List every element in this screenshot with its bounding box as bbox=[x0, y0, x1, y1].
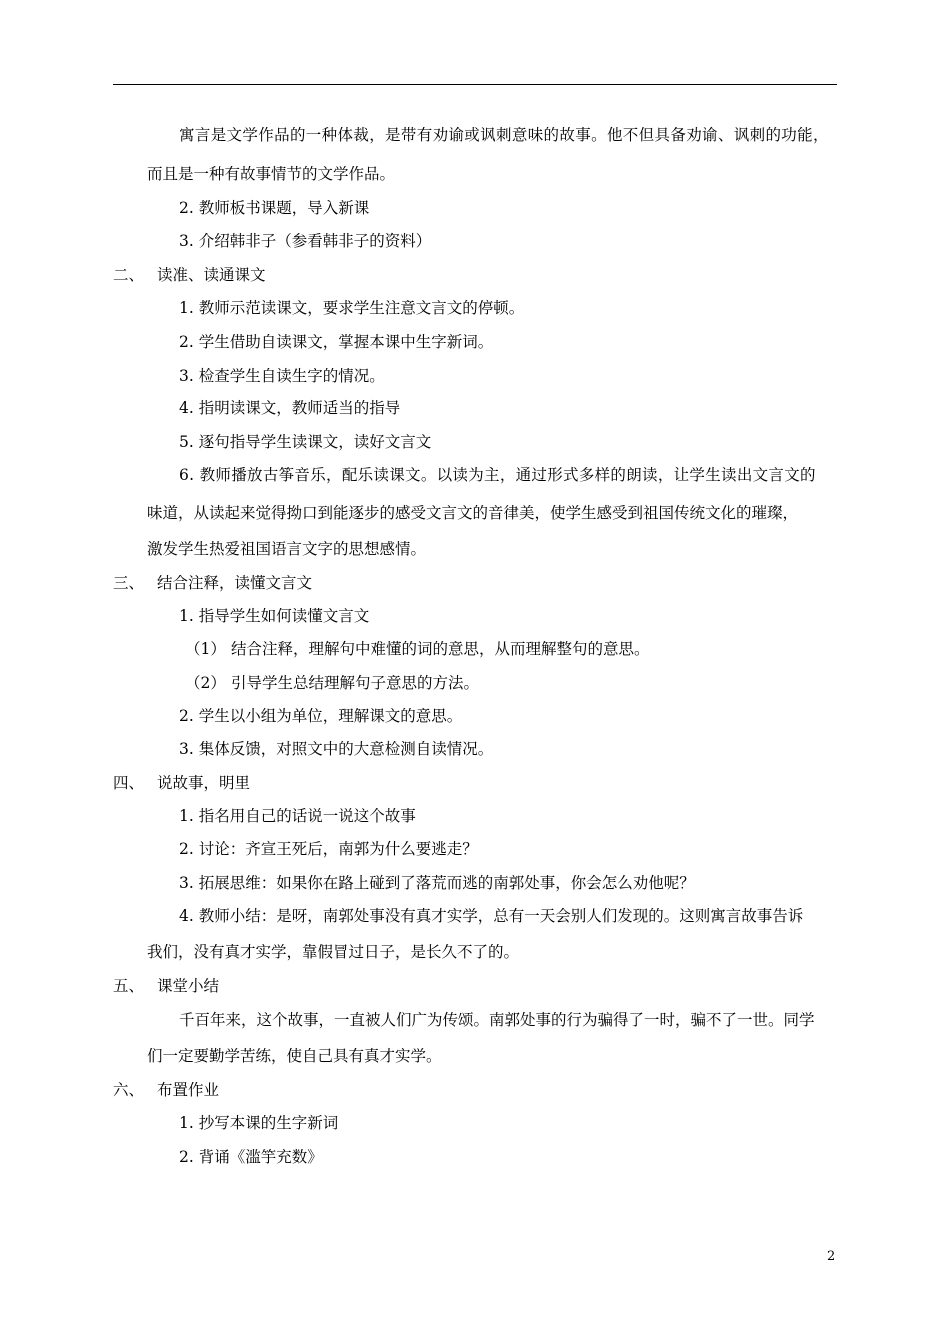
section2-item-3: 3. 检查学生自读生字的情况。 bbox=[179, 367, 385, 385]
section4-item-4-line-2: 我们，没有真才实学，靠假冒过日子，是长久不了的。 bbox=[147, 943, 520, 961]
section3-subitem-1-number: （1） bbox=[185, 640, 226, 658]
section3-item-3: 3. 集体反馈，对照文中的大意检测自读情况。 bbox=[179, 740, 494, 758]
section6-heading bbox=[113, 1080, 219, 1100]
section3-subitem-2-text: 引导学生总结理解句子意思的方法。 bbox=[231, 674, 480, 692]
section2-item-2: 2. 学生借助自读课文，掌握本课中生字新词。 bbox=[179, 333, 494, 351]
section6-item-2: 2. 背诵《滥竽充数》 bbox=[179, 1148, 323, 1166]
section5-paragraph-line-1: 千百年来，这个故事，一直被人们广为传颂。南郭处事的行为骗得了一时，骗不了一世。同学 bbox=[179, 1011, 815, 1029]
section4-item-4-line-1: 4. 教师小结：是呀，南郭处事没有真才实学，总有一天会别人们发现的。这则寓言故事告诉 bbox=[179, 907, 804, 925]
section3-subitem-2 bbox=[185, 673, 479, 693]
section3-title: 结合注释，读懂文言文 bbox=[157, 574, 313, 592]
section3-subitem-1-text: 结合注释，理解句中难懂的词的意思，从而理解整句的意思。 bbox=[231, 640, 650, 658]
section4-number: 四、 bbox=[113, 774, 145, 792]
section3-subitem-2-number: （2） bbox=[185, 674, 226, 692]
section4-title: 说故事，明里 bbox=[157, 774, 251, 792]
section5-number: 五、 bbox=[113, 977, 145, 995]
page-number: 2 bbox=[827, 1249, 836, 1264]
section2-item-6-line-2: 味道，从读起来觉得拗口到能逐步的感受文言文的音律美，使学生感受到祖国传统文化的璀璨， bbox=[147, 504, 799, 522]
section6-item-1: 1. 抄写本课的生字新词 bbox=[179, 1114, 339, 1132]
section3-heading bbox=[113, 573, 312, 593]
section3-item-1: 1. 指导学生如何读懂文言文 bbox=[179, 607, 370, 625]
section4-item-3: 3. 拓展思维：如果你在路上碰到了落荒而逃的南郭处事，你会怎么劝他呢？ bbox=[179, 874, 695, 892]
section2-item-1: 1. 教师示范读课文，要求学生注意文言文的停顿。 bbox=[179, 299, 525, 317]
section2-title: 读准、读通课文 bbox=[157, 266, 266, 284]
section3-number: 三、 bbox=[113, 574, 145, 592]
header-rule bbox=[113, 84, 837, 85]
section2-item-6-line-1: 6. 教师播放古筝音乐，配乐读课文。以读为主，通过形式多样的朗读，让学生读出文言文的 bbox=[179, 466, 816, 484]
section2-heading bbox=[113, 265, 266, 285]
intro-line-1: 寓言是文学作品的一种体裁，是带有劝谕或讽刺意味的故事。他不但具备劝谕、讽刺的功能， bbox=[179, 126, 829, 144]
section4-item-1: 1. 指名用自己的话说一说这个故事 bbox=[179, 807, 416, 825]
section2-item-5: 5. 逐句指导学生读课文，读好文言文 bbox=[179, 433, 432, 451]
section4-heading bbox=[113, 773, 250, 793]
section5-heading bbox=[113, 976, 219, 996]
part1-item-3: 3. 介绍韩非子（参看韩非子的资料） bbox=[179, 232, 432, 250]
section2-number: 二、 bbox=[113, 266, 145, 284]
section3-item-2: 2. 学生以小组为单位，理解课文的意思。 bbox=[179, 707, 463, 725]
section3-subitem-1 bbox=[185, 639, 650, 659]
section6-title: 布置作业 bbox=[157, 1081, 220, 1099]
section5-title: 课堂小结 bbox=[157, 977, 220, 995]
section4-item-2: 2. 讨论：齐宣王死后，南郭为什么要逃走？ bbox=[179, 840, 478, 858]
section5-paragraph-line-2: 们一定要勤学苦练，使自己具有真才实学。 bbox=[147, 1047, 442, 1065]
intro-line-2: 而且是一种有故事情节的文学作品。 bbox=[147, 165, 396, 183]
section2-item-4: 4. 指明读课文，教师适当的指导 bbox=[179, 399, 401, 417]
section6-number: 六、 bbox=[113, 1081, 145, 1099]
section2-item-6-line-3: 激发学生热爱祖国语言文字的思想感情。 bbox=[147, 540, 427, 558]
part1-item-2: 2. 教师板书课题，导入新课 bbox=[179, 199, 370, 217]
